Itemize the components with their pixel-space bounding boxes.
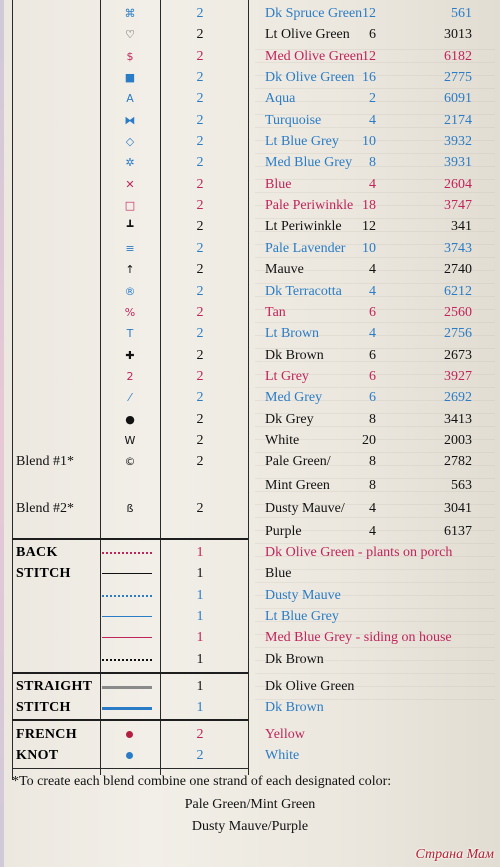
skein-length: 6 [369, 390, 376, 405]
site-watermark: Страна Мам [415, 847, 494, 862]
footnote-line-1: *To create each blend combine one strand of each designated color: [12, 774, 392, 789]
frenchknot-row [0, 724, 500, 745]
blend-symbol-icon: ß [126, 502, 134, 515]
skein-length: 10 [362, 134, 376, 149]
blend-label: Blend #2* [16, 501, 74, 516]
floss-number: 3013 [444, 27, 472, 42]
strand-count: 2 [196, 155, 204, 170]
color-name: Lt Blue Grey [265, 134, 339, 149]
strand-count: 2 [196, 134, 204, 149]
legend-row [0, 174, 500, 195]
straightstitch-row [0, 697, 500, 718]
strand-count: 2 [196, 262, 204, 277]
french-knot-dot [126, 752, 133, 759]
strand-count: 2 [196, 219, 204, 234]
color-name: Pale Periwinkle [265, 198, 354, 213]
skein-length: 8 [369, 155, 376, 170]
chart-symbol-icon: ✕ [125, 178, 135, 191]
legend-row [0, 238, 500, 259]
strand-count: 1 [196, 679, 204, 694]
legend-row [0, 323, 500, 344]
strand-count: 2 [196, 369, 204, 384]
skein-length: 4 [369, 501, 376, 516]
backstitch-row [0, 627, 500, 648]
section-label: STRAIGHT [16, 679, 93, 694]
stitch-color-name: White [265, 748, 300, 763]
chart-symbol-icon: % [124, 306, 136, 319]
legend-row [0, 345, 500, 366]
strand-count: 2 [196, 326, 204, 341]
chart-symbol-icon: ↑ [125, 263, 135, 276]
legend-row [0, 409, 500, 430]
color-name: White [265, 433, 300, 448]
blend-row [0, 498, 500, 519]
floss-number: 561 [451, 6, 472, 21]
color-name: Med Grey [265, 390, 323, 405]
floss-number: 341 [451, 219, 472, 234]
skein-length: 12 [362, 49, 376, 64]
color-name: Dusty Mauve/ [265, 501, 345, 516]
color-name: Lt Grey [265, 369, 309, 384]
stitch-line-sample [102, 707, 152, 710]
legend-row [0, 195, 500, 216]
skein-length: 4 [369, 177, 376, 192]
color-name: Pale Lavender [265, 241, 346, 256]
blend-row [0, 451, 500, 472]
skein-length: 12 [362, 6, 376, 21]
strand-count: 2 [196, 284, 204, 299]
legend-row [0, 216, 500, 237]
legend-row [0, 366, 500, 387]
chart-symbol-icon: $ [126, 50, 134, 63]
color-name: Lt Periwinkle [265, 219, 342, 234]
backstitch-row [0, 606, 500, 627]
stitch-color-name: Med Blue Grey - siding on house [265, 630, 452, 645]
backstitch-row [0, 563, 500, 584]
strand-count: 2 [196, 412, 204, 427]
floss-number: 3413 [444, 412, 472, 427]
legend-row [0, 430, 500, 451]
skein-length: 6 [369, 348, 376, 363]
stitch-line-sample [102, 616, 152, 617]
footnote-line-3: Dusty Mauve/Purple [191, 819, 309, 834]
stitch-color-name: Dk Olive Green [265, 679, 355, 694]
floss-number: 2003 [444, 433, 472, 448]
color-name: Turquoise [265, 113, 322, 128]
section-divider [12, 538, 248, 540]
strand-count: 1 [196, 652, 204, 667]
color-name: Purple [265, 524, 302, 539]
chart-symbol-icon: W [124, 434, 136, 447]
legend-row [0, 88, 500, 109]
section-label: FRENCH [16, 727, 77, 742]
floss-number: 3927 [444, 369, 472, 384]
strand-count: 2 [196, 433, 204, 448]
skein-length: 16 [362, 70, 376, 85]
strand-count: 1 [196, 630, 204, 645]
backstitch-row [0, 649, 500, 670]
floss-number: 2673 [444, 348, 472, 363]
chart-symbol-icon: ⌘ [124, 7, 136, 20]
stitch-line-sample [102, 637, 152, 638]
stitch-line-sample [102, 659, 152, 661]
skein-length: 8 [369, 412, 376, 427]
legend-row [0, 152, 500, 173]
stitch-color-name: Yellow [265, 727, 305, 742]
floss-number: 2692 [444, 390, 472, 405]
skein-length: 4 [369, 113, 376, 128]
floss-number: 3932 [444, 134, 472, 149]
floss-number: 3931 [444, 155, 472, 170]
color-name: Med Blue Grey [265, 155, 353, 170]
chart-symbol-icon: ● [125, 413, 135, 426]
legend-row [0, 67, 500, 88]
color-name: Mauve [265, 262, 304, 277]
legend-row [0, 259, 500, 280]
strand-count: 2 [196, 113, 204, 128]
strand-count: 2 [196, 27, 204, 42]
floss-number: 3747 [444, 198, 472, 213]
strand-count: 2 [196, 198, 204, 213]
legend-row [0, 46, 500, 67]
color-name: Tan [265, 305, 286, 320]
floss-number: 6182 [444, 49, 472, 64]
blend-label: Blend #1* [16, 454, 74, 469]
strand-count: 2 [196, 177, 204, 192]
stitch-color-name: Dk Brown [265, 700, 324, 715]
skein-length: 6 [369, 27, 376, 42]
section-divider [12, 719, 248, 721]
floss-number: 6212 [444, 284, 472, 299]
chart-symbol-icon: ⁄ [129, 391, 131, 404]
floss-number: 6091 [444, 91, 472, 106]
floss-number: 3041 [444, 501, 472, 516]
chart-symbol-icon: ■ [124, 71, 136, 84]
legend-row [0, 24, 500, 45]
strand-count: 2 [196, 390, 204, 405]
footnote-line-2: Pale Green/Mint Green [184, 797, 316, 812]
strand-count: 1 [196, 609, 204, 624]
skein-length: 4 [369, 284, 376, 299]
floss-number: 3743 [444, 241, 472, 256]
legend-row [0, 281, 500, 302]
color-name: Dk Grey [265, 412, 314, 427]
skein-length: 8 [369, 478, 376, 493]
legend-row [0, 3, 500, 24]
floss-number: 6137 [444, 524, 472, 539]
frenchknot-row [0, 745, 500, 766]
section-divider [12, 768, 248, 769]
strand-count: 2 [196, 454, 204, 469]
chart-symbol-icon: 2 [126, 370, 134, 383]
strand-count: 2 [196, 748, 204, 763]
stitch-line-sample [102, 686, 152, 689]
color-name: Dk Brown [265, 348, 324, 363]
chart-symbol-icon: A [126, 92, 134, 105]
stitch-color-name: Blue [265, 566, 292, 581]
chart-symbol-icon: ✲ [125, 156, 135, 169]
color-name: Blue [265, 177, 292, 192]
color-name: Dk Spruce Green [265, 6, 363, 21]
stitch-color-name: Lt Blue Grey [265, 609, 339, 624]
legend-row [0, 302, 500, 323]
french-knot-dot [126, 731, 133, 738]
floss-number: 2756 [444, 326, 472, 341]
chart-symbol-icon: ✚ [125, 349, 135, 362]
stitch-line-sample [102, 595, 152, 597]
strand-count: 2 [196, 305, 204, 320]
legend-row [0, 110, 500, 131]
skein-length: 18 [362, 198, 376, 213]
skein-length: 8 [369, 454, 376, 469]
skein-length: 4 [369, 326, 376, 341]
skein-length: 4 [369, 262, 376, 277]
strand-count: 1 [196, 566, 204, 581]
floss-number: 563 [451, 478, 472, 493]
floss-number: 2174 [444, 113, 472, 128]
floss-number: 2740 [444, 262, 472, 277]
chart-symbol-icon: ≡ [125, 242, 135, 255]
stitch-color-name: Dusty Mauve [265, 588, 341, 603]
color-name: Lt Olive Green [265, 27, 350, 42]
legend-row [0, 131, 500, 152]
chart-symbol-icon: ⧓ [124, 114, 136, 127]
section-label: KNOT [16, 748, 59, 763]
section-label: STITCH [16, 566, 71, 581]
section-label: STITCH [16, 700, 71, 715]
stitch-color-name: Dk Olive Green - plants on porch [265, 545, 453, 560]
floss-number: 2775 [444, 70, 472, 85]
chart-symbol-icon: ® [124, 285, 136, 298]
stitch-line-sample [102, 552, 152, 554]
strand-count: 2 [196, 727, 204, 742]
strand-count: 1 [196, 545, 204, 560]
chart-symbol-icon: T [126, 327, 134, 340]
strand-count: 2 [196, 6, 204, 21]
section-label: BACK [16, 545, 58, 560]
strand-count: 2 [196, 91, 204, 106]
stitch-color-name: Dk Brown [265, 652, 324, 667]
stitch-line-sample [102, 573, 152, 574]
chart-symbol-icon: □ [124, 199, 136, 212]
skein-length: 10 [362, 241, 376, 256]
color-name: Dk Olive Green [265, 70, 355, 85]
legend-row [0, 387, 500, 408]
color-name: Pale Green/ [265, 454, 331, 469]
chart-symbol-icon: ◇ [125, 135, 135, 148]
skein-length: 6 [369, 305, 376, 320]
chart-symbol-icon: ♡ [125, 28, 135, 41]
blend-row [0, 475, 500, 496]
strand-count: 2 [196, 49, 204, 64]
strand-count: 2 [196, 241, 204, 256]
color-name: Med Olive Green [265, 49, 363, 64]
backstitch-row [0, 542, 500, 563]
floss-number: 2560 [444, 305, 472, 320]
backstitch-row [0, 585, 500, 606]
skein-length: 2 [369, 91, 376, 106]
floss-number: 2604 [444, 177, 472, 192]
strand-count: 2 [196, 348, 204, 363]
floss-number: 2782 [444, 454, 472, 469]
strand-count: 2 [196, 501, 204, 516]
chart-symbol-icon: ┻ [126, 220, 134, 233]
section-divider [12, 672, 248, 674]
skein-length: 12 [362, 219, 376, 234]
strand-count: 1 [196, 588, 204, 603]
strand-count: 2 [196, 70, 204, 85]
color-name: Dk Terracotta [265, 284, 342, 299]
skein-length: 20 [362, 433, 376, 448]
strand-count: 1 [196, 700, 204, 715]
color-name: Lt Brown [265, 326, 320, 341]
color-name: Aqua [265, 91, 296, 106]
blend-symbol-icon: © [124, 455, 136, 468]
straightstitch-row [0, 676, 500, 697]
skein-length: 6 [369, 369, 376, 384]
color-name: Mint Green [265, 478, 330, 493]
skein-length: 4 [369, 524, 376, 539]
